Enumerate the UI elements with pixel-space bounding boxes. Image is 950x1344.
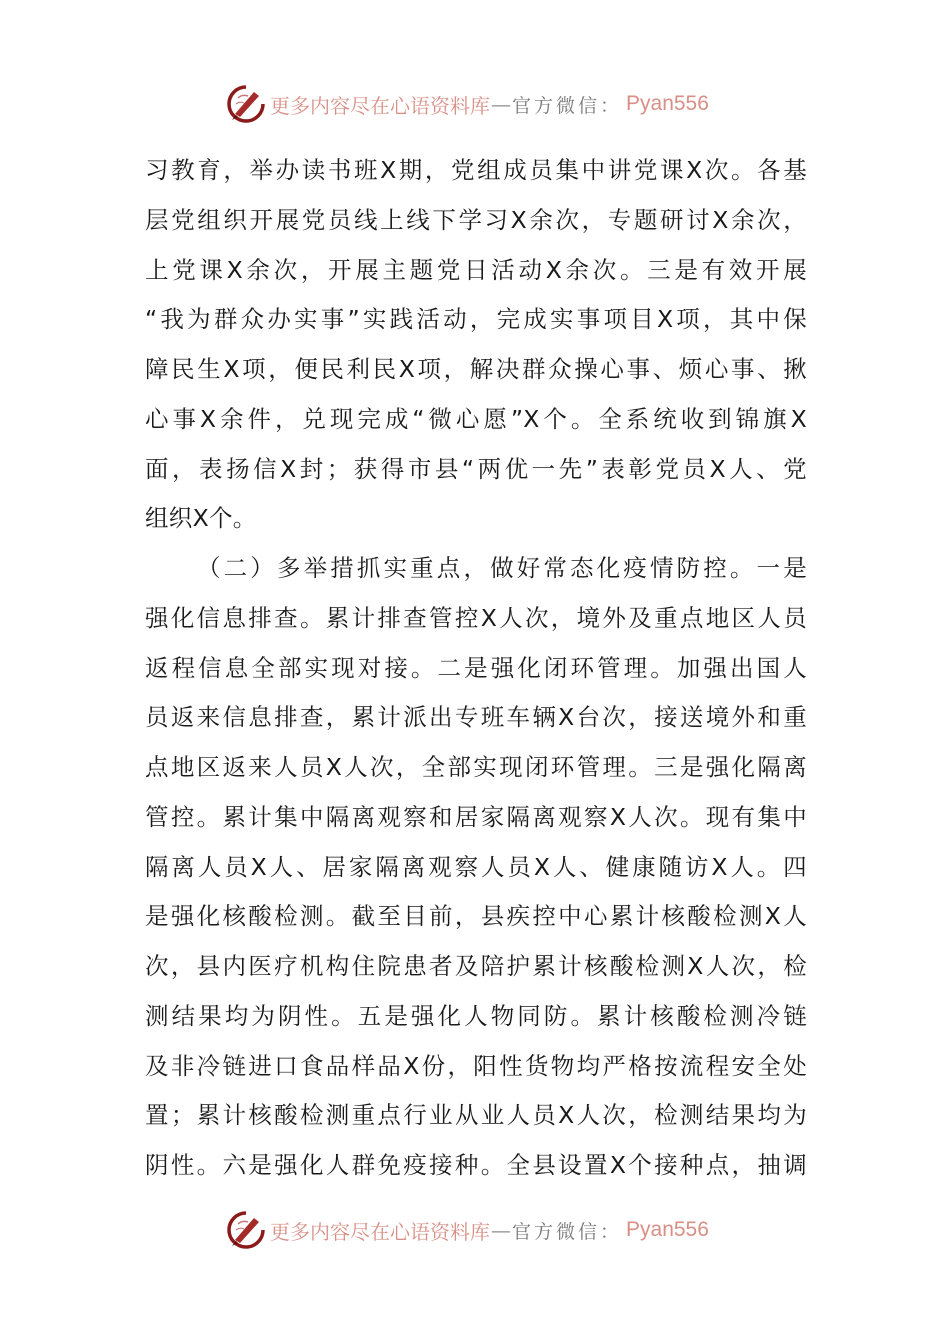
section-heading: （二）多举措抓实重点，做好常态化疫情防控。 (197, 554, 757, 582)
footer-watermark (226, 1208, 709, 1252)
text-line: 上党课X余次，开展主题党日活动X余次。三是有效开展 (145, 255, 807, 284)
watermark-main-text: 更多内容尽在心语资料库 (270, 1219, 490, 1244)
text-line: 习教育，举办读书班X期，党组成员集中讲党课X次。各基 (145, 156, 807, 184)
quill-pen-logo-icon (226, 1210, 266, 1250)
watermark-official-label: 官方微信： (512, 94, 623, 117)
text-line: 管控。累计集中隔离观察和居家隔离观察X人次。现有集中 (145, 802, 807, 831)
text-line: 阴性。六是强化人群免疫接种。全县设置X个接种点，抽调 (145, 1151, 807, 1179)
watermark-wechat-id: Pyan556 (626, 92, 709, 115)
watermark-main-text: 更多内容尽在心语资料库 (270, 93, 490, 118)
quill-pen-logo-icon (226, 84, 266, 124)
text-line: “我为群众办实事”实践活动，完成实事项目X项，其中保 (145, 305, 807, 334)
heading-trailing-text: 一是 (756, 554, 807, 582)
text-line: 障民生X项，便民利民X项，解决群众操心事、烦心事、揪 (145, 355, 807, 383)
watermark-official-label: 官方微信： (512, 1220, 623, 1243)
header-watermark (226, 82, 709, 126)
section-heading-line (145, 544, 807, 594)
text-line: 面，表扬信X封；获得市县“两优一先”表彰党员X人、党 (145, 454, 807, 483)
text-line: 点地区返来人员X人次，全部实现闭环管理。三是强化隔离 (145, 753, 807, 781)
watermark-dash: — (491, 92, 511, 116)
text-line: 是强化核酸检测。截至目前，县疾控中心累计核酸检测X人 (145, 902, 807, 931)
text-line: 置；累计核酸检测重点行业从业人员X人次，检测结果均为 (145, 1101, 807, 1130)
text-line: 心事X余件，兑现完成“微心愿”X个。全系统收到锦旗X (145, 404, 807, 433)
paragraph-end-line: 组织X个。 (145, 504, 257, 533)
text-line: 层党组织开展党员线上线下学习X余次，专题研讨X余次， (145, 205, 807, 234)
text-line: 员返来信息排查，累计派出专班车辆X台次，接送境外和重 (145, 703, 807, 732)
text-line: 测结果均为阴性。五是强化人物同防。累计核酸检测冷链 (145, 1001, 807, 1030)
document-body (145, 146, 807, 1191)
text-line: 及非冷链进口食品样品X份，阳性货物均严格按流程安全处 (145, 1051, 807, 1080)
text-line: 强化信息排查。累计排查管控X人次，境外及重点地区人员 (145, 603, 807, 632)
text-line: 隔离人员X人、居家隔离观察人员X人、健康随访X人。四 (145, 852, 807, 881)
text-line: 次，县内医疗机构住院患者及陪护累计核酸检测X人次，检 (145, 952, 807, 980)
watermark-dash: — (491, 1218, 511, 1242)
watermark-wechat-id: Pyan556 (626, 1218, 709, 1241)
text-line: 返程信息全部实现对接。二是强化闭环管理。加强出国人 (145, 653, 807, 682)
